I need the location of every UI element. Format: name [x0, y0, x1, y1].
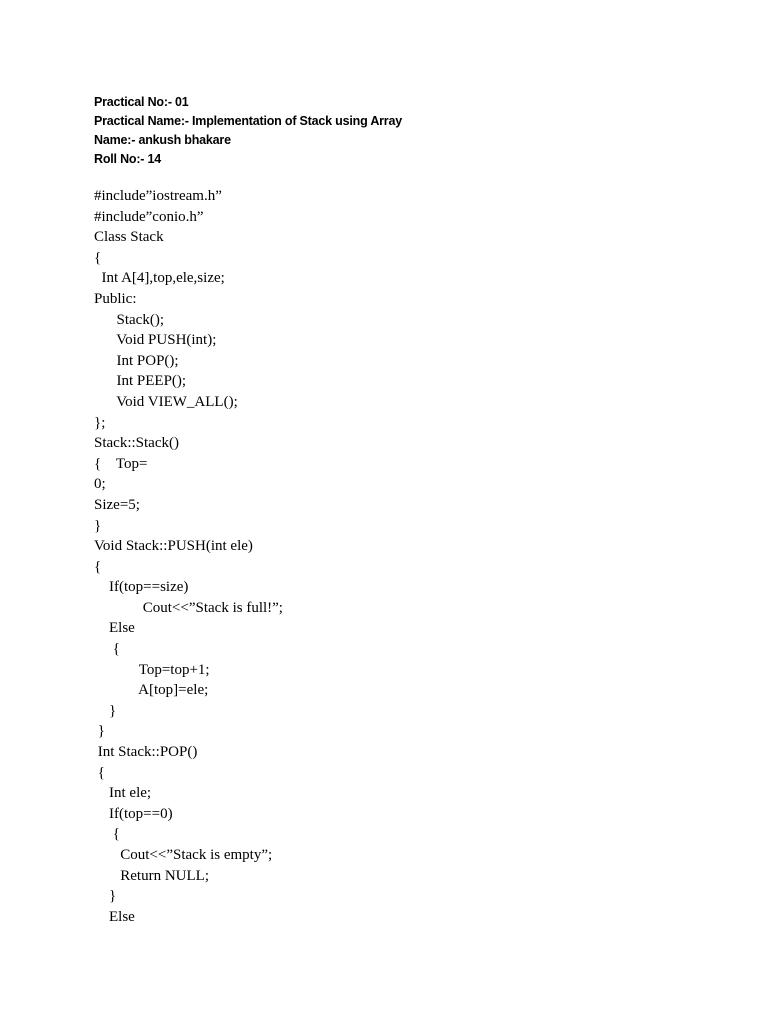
code-line: { — [94, 826, 120, 843]
code-line: #include”conio.h” — [94, 208, 204, 225]
code-line: Else — [94, 908, 135, 925]
code-line: } — [94, 888, 117, 905]
code-line: If(top==0) — [94, 805, 173, 822]
code-line: { — [94, 558, 102, 575]
code-line: Void Stack::PUSH(int ele) — [94, 538, 253, 555]
code-line: Class Stack — [94, 229, 164, 246]
code-line: Int Stack::POP() — [94, 744, 198, 761]
code-line: Else — [94, 620, 135, 637]
code-line: { — [94, 641, 120, 658]
code-line: Stack(); — [94, 311, 164, 328]
code-line: If(top==size) — [94, 579, 189, 596]
code-line: Cout<<”Stack is empty”; — [94, 847, 273, 863]
code-line: { Top= — [94, 455, 148, 472]
student-name: Name:- ankush bhakare — [94, 133, 231, 147]
code-line: Int ele; — [94, 785, 152, 802]
code-line: { — [94, 249, 102, 266]
code-line: } — [94, 702, 117, 719]
code-line: Int POP(); — [94, 352, 179, 369]
code-line: }; — [94, 414, 106, 431]
code-line: Return NULL; — [94, 867, 209, 884]
code-line: { — [94, 764, 105, 781]
code-line: Size=5; — [94, 496, 140, 513]
code-line: Cout<<”Stack is full!”; — [94, 599, 283, 616]
code-line: #include”iostream.h” — [94, 188, 222, 204]
code-line: A[top]=ele; — [94, 682, 209, 699]
code-line: Int A[4],top,ele,size; — [94, 270, 225, 287]
code-line: Public: — [94, 290, 137, 307]
code-line: Int PEEP(); — [94, 373, 187, 390]
practical-name: Practical Name:- Implementation of Stack using Array — [94, 114, 402, 128]
code-line: Void VIEW_ALL(); — [94, 393, 238, 410]
code-line: Top=top+1; — [94, 661, 210, 678]
code-line: Stack::Stack() — [94, 435, 179, 452]
practical-number: Practical No:- 01 — [94, 95, 189, 109]
source-code-listing — [94, 186, 283, 927]
code-line: } — [94, 517, 102, 534]
code-line: 0; — [94, 476, 106, 493]
roll-number: Roll No:- 14 — [94, 152, 162, 166]
code-line: } — [94, 723, 105, 740]
code-line: Void PUSH(int); — [94, 332, 217, 349]
practical-header — [94, 93, 402, 169]
